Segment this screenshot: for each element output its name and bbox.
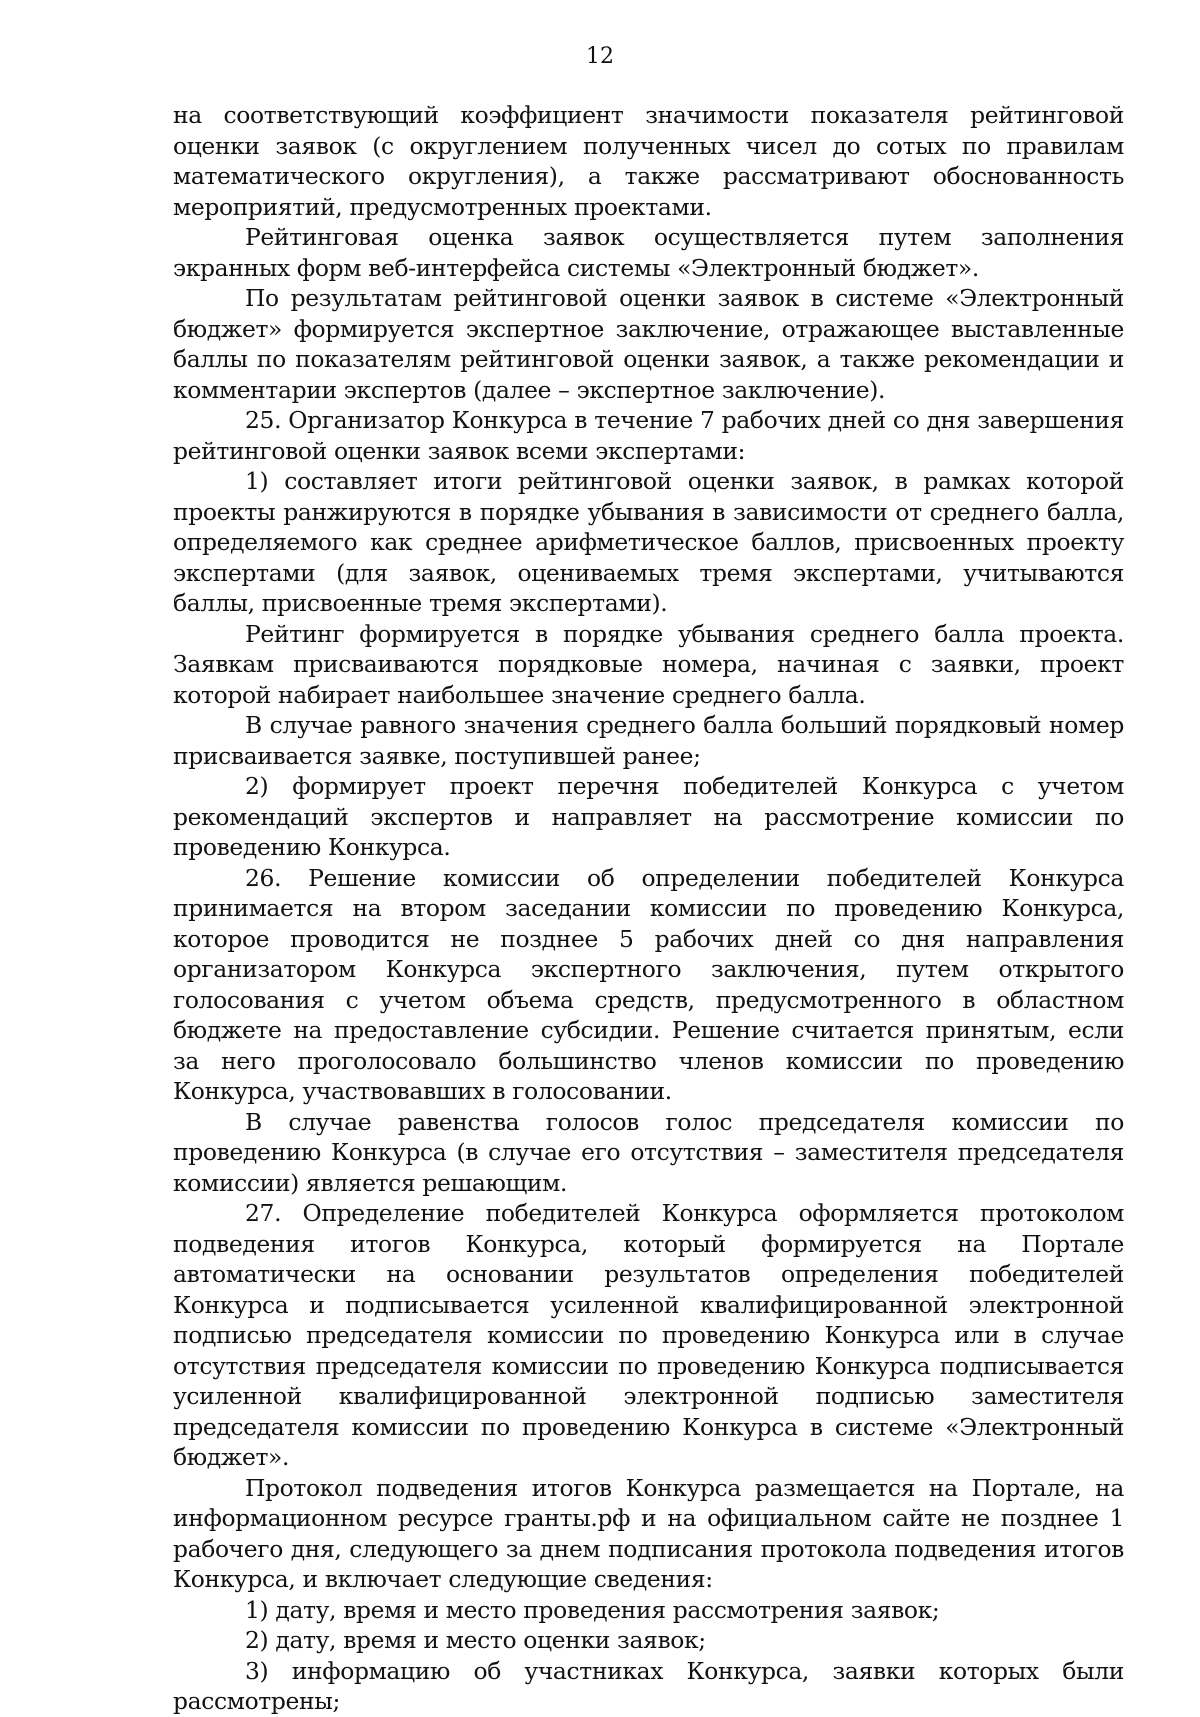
paragraph-expert-conclusion: По результатам рейтинговой оценки заявок в системе «Электронный бюджет» формируется экспертное заключение, отражающее выставленные баллы по показателям рейтинговой оценки заявок, а также рекомендации и комментарии экспертов (далее – экспертное заключение). bbox=[173, 284, 1124, 404]
protocol-item-3: 3) информацию об участниках Конкурса, заявки которых были рассмотрены; bbox=[173, 1656, 1124, 1715]
clause-25: 25. Организатор Конкурса в течение 7 рабочих дней со дня завершения рейтинговой оценки заявок всеми экспертами: bbox=[173, 406, 1124, 465]
clause-26: 26. Решение комиссии об определении победителей Конкурса принимается на втором заседании комиссии по проведению Конкурса, которое проводится не позднее 5 рабочих дней со дня направления организатором Конкурса экспертного заключения, путем открытого голосования с учетом объема средств, предусмотренного в областном бюджете на предоставление субсидии. Решение считается принятым, если за него проголосовало большинство членов комиссии по проведению Конкурса, участвовавших в голосовании. bbox=[173, 863, 1124, 1105]
paragraph-rating-order: Рейтинг формируется в порядке убывания среднего балла проекта. Заявкам присваиваются порядковые номера, начиная с заявки, проект которой набирает наибольшее значение среднего балла. bbox=[173, 619, 1124, 709]
clause-25-item-2: 2) формирует проект перечня победителей Конкурса с учетом рекомендаций экспертов и направляет на рассмотрение комиссии по проведению Конкурса. bbox=[173, 772, 1124, 861]
protocol-item-1: 1) дату, время и место проведения рассмотрения заявок; bbox=[245, 1595, 940, 1624]
paragraph-equal-score: В случае равного значения среднего балла больший порядковый номер присваивается заявке, поступившей ранее; bbox=[173, 711, 1124, 770]
paragraph-tie-vote: В случае равенства голосов голос председателя комиссии по проведению Конкурса (в случае его отсутствия – заместителя председателя комиссии) является решающим. bbox=[173, 1107, 1124, 1197]
protocol-item-2: 2) дату, время и место оценки заявок; bbox=[245, 1626, 706, 1654]
paragraph-continuation: на соответствующий коэффициент значимости показателя рейтинговой оценки заявок (с округлением полученных чисел до сотых по правилам математического округления), а также рассматривают обоснованность мероприятий, предусмотренных проектами. bbox=[173, 101, 1124, 221]
paragraph-rating-method: Рейтинговая оценка заявок осуществляется путем заполнения экранных форм веб-интерфейса системы «Электронный бюджет». bbox=[173, 223, 1124, 282]
page-number: 12 bbox=[586, 44, 614, 69]
paragraph-protocol-publication: Протокол подведения итогов Конкурса размещается на Портале, на информационном ресурсе гранты.рф и на официальном сайте не позднее 1 рабочего дня, следующего за днем подписания протокола подведения итогов Конкурса, и включает следующие сведения: bbox=[173, 1473, 1124, 1593]
clause-25-item-1: 1) составляет итоги рейтинговой оценки заявок, в рамках которой проекты ранжируются в порядке убывания в зависимости от среднего балла, определяемого как среднее арифметическое баллов, присвоенных проекту экспертами (для заявок, оцениваемых тремя экспертами, учитываются баллы, присвоенные тремя экспертами). bbox=[173, 467, 1124, 617]
clause-27: 27. Определение победителей Конкурса оформляется протоколом подведения итогов Конкурса, который формируется на Портале автоматически на основании результатов определения победителей Конкурса и подписывается усиленной квалифицированной электронной подписью председателя комиссии по проведению Конкурса или в случае отсутствия председателя комиссии по проведению Конкурса подписывается усиленной квалифицированной электронной подписью заместителя председателя комиссии по проведению Конкурса в системе «Электронный бюджет». bbox=[173, 1199, 1124, 1471]
document-body bbox=[173, 100, 1124, 1717]
